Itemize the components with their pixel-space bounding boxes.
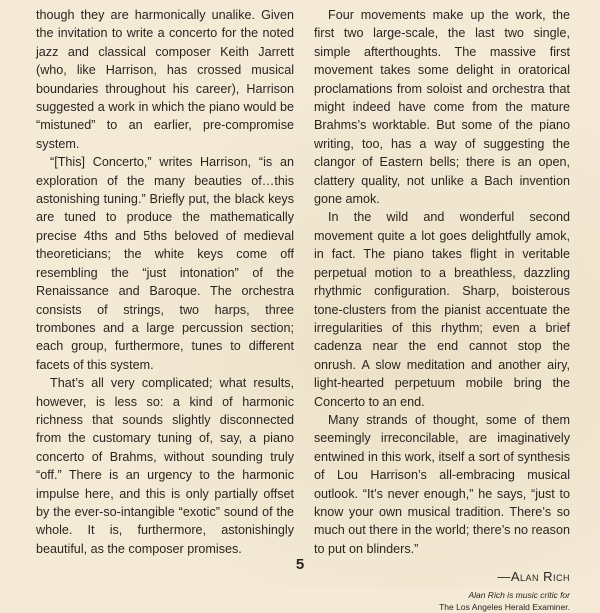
credit-line-2: The Los Angeles Herald Examiner. — [439, 601, 570, 612]
right-paragraph-1: Four movements make up the work, the first two large-scale, the last two single, simple afterthoughts. The massive first movement takes some delight in oratorical proclamations from soloist and orchestra that might indeed have come from the mature Brahms’s worktable. But some of the piano writing, too, has a way of suggesting the clangor of Eastern bells; there is an open, clattery quality, not unlike a Bach invention gone amok. — [314, 8, 570, 207]
author-credit — [314, 589, 570, 613]
right-paragraph-2: In the wild and wonderful second movement quite a lot goes delightfully amok, in fact. The piano takes flight in veritable perpetual motion to a breathless, dazzling rhythmic configuration. Sharp, boisterous tone-clusters from the pianist accentuate the irregularities of this rhythm; even a brief cadenza near the end cannot stop the onrush. A slow meditation and another airy, light-hearted perpetuum mobile bring the Concerto to an end. — [314, 210, 570, 409]
left-column — [36, 6, 294, 558]
right-column — [314, 6, 570, 613]
left-paragraph-3: That’s all very complicated; what results, however, is less so: a kind of harmonic richness that sounds slightly disconnected from the customary tuning of, say, a piano concerto of Brahms, without sounding truly “off.” There is an urgency to the harmonic impulse here, and this is only partially offset by the ever-so-intangible “exotic” sound of the whole. It is, furthermore, astonishingly beautiful, as the composer promises. — [36, 376, 294, 556]
left-paragraph-1: though they are harmonically unalike. Given the invitation to write a concerto for the noted jazz and classical composer Keith Jarrett (who, like Harrison, has crossed musical boundaries throughout his career), Harrison suggested a work in which the piano would be “mistuned” to an earlier, pre-compromise system. — [36, 8, 294, 151]
page-number: 5 — [295, 556, 305, 573]
author-name: —Alan Rich — [497, 569, 570, 585]
credit-line-1: Alan Rich is music critic for — [468, 589, 570, 600]
right-paragraph-3: Many strands of thought, some of them seemingly irreconcilable, are imaginatively entwined in this work, itself a sort of synthesis of Lou Harrison’s all-embracing musical outlook. “It’s never enough,” he says, “just to know your own musical tradition. There’s so much out there in the world; there’s no reason to put on blinders.” — [314, 412, 570, 556]
left-paragraph-2: “[This] Concerto,” writes Harrison, “is an exploration of the many beauties of…this astonishing tuning.” Briefly put, the black keys are tuned to produce the mathematically precise 4ths and 5ths beloved of medieval theoreticians; the white keys come off resembling the “just intonation” of the Renaissance and Baroque. The orchestra consists of strings, two harps, three trombones and a large percussion section; each group, furthermore, tunes to different facets of this system. — [36, 155, 294, 372]
